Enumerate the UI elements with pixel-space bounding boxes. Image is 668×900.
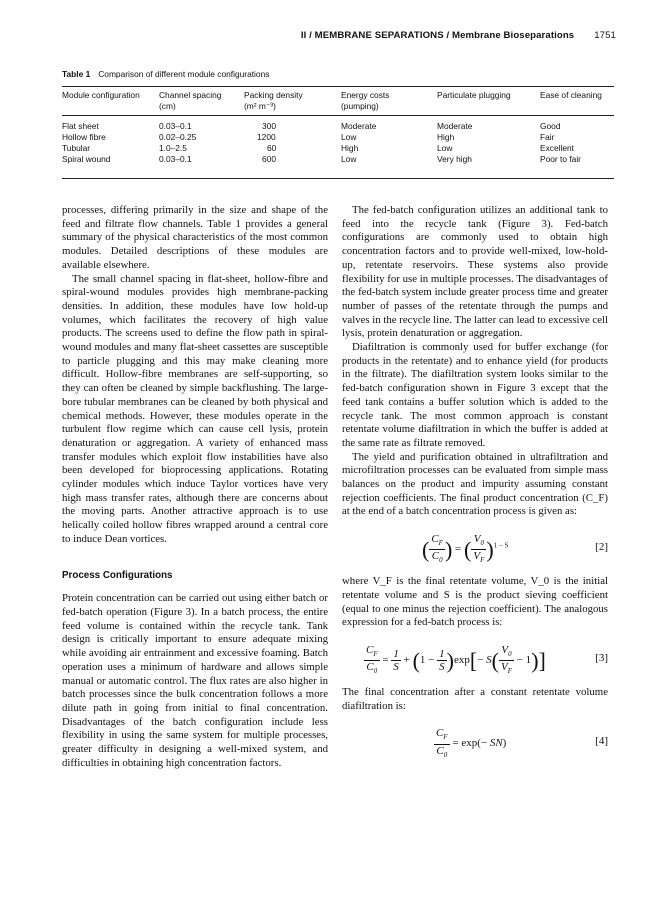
paragraph: The final concentration after a constant retentate volume diafiltration is:: [342, 685, 608, 712]
table-header-cell: Ease of cleaning: [540, 90, 602, 100]
table-cell: 0.03–0.1: [159, 121, 192, 131]
table-header-cell: Module configuration: [62, 90, 140, 100]
table-cell: Low: [341, 154, 357, 164]
table-row: [62, 143, 614, 154]
table-cell: Good: [540, 121, 561, 131]
table-row: [62, 121, 614, 132]
table-cell: Spiral wound: [62, 154, 111, 164]
equation-4: [342, 723, 608, 759]
table-cell: High: [437, 132, 455, 142]
table-cell: 0.03–0.1: [159, 154, 192, 164]
equation-3: [342, 640, 608, 676]
table-header-row: [62, 90, 614, 114]
page-number: 1751: [594, 30, 616, 41]
table-row: [62, 154, 614, 165]
table-top-rule: [62, 86, 614, 87]
table-header-cell: Channel spacing (cm): [159, 90, 222, 111]
paragraph: processes, differing primarily in the size and shape of the feed and filtrate flow channels. Table 1 provides a general summary of the physical characteristics of the most common modules. Detailed descriptions of these modules are available elsewhere.: [62, 204, 328, 271]
table-header-cell: Packing density (m² m⁻³): [244, 90, 303, 111]
table-caption: [62, 69, 269, 79]
equation-number: [2]: [595, 541, 608, 554]
left-column: [62, 204, 328, 770]
table-cell: Fair: [540, 132, 555, 142]
table-cell: Excellent: [540, 143, 574, 153]
comparison-table: [62, 90, 614, 165]
equation-body: $\frac{C_F}{C_0}$ = $\frac{1}{S}$ + (1 − $\frac{1}{S}$ )exp[− S( $\frac{V_0}{V_F}$ − 1)]: [366, 643, 546, 676]
right-column: [342, 204, 608, 769]
table-cell: 600: [262, 154, 276, 164]
equation-body: $\frac{C_F}{C_0}$ = exp(− SN): [436, 727, 507, 759]
table-cell: Hollow fibre: [62, 132, 106, 142]
equation-number: [4]: [595, 735, 608, 748]
table-cell: 1200: [257, 132, 276, 142]
equation-body: ( $\frac{C_F}{C_0}$ ) = ( $\frac{V_0}{V_F}$ )$^{1 - S}$: [422, 533, 509, 565]
table-label: Table 1: [62, 69, 91, 79]
table-bottom-rule: [62, 178, 614, 179]
table-cell: High: [341, 143, 359, 153]
paragraph: The small channel spacing in flat-sheet, hollow-fibre and spiral-wound modules provides high membrane-packing densities. In addition, these modules have low hold-up volumes, which facilitates the recovery of high value products. The screens used to define the flow path in spiral-wound modules and many flat-sheet cassettes are susceptible to particle plugging and this may make cleaning more difficult. Hollow-fibre membranes are self-supporting, so they can often be cleaned by simple backflushing. The large-bore tubular membranes can be cleaned by both physical and chemical methods. However, these modules operate in the turbulent flow regime which can cause cell lysis, protein denaturation or aggregation. A variety of enhanced mass transfer modules which exploit flow instabilities have also been developed for bioprocessing applications. Rotating cylinder modules which induce Taylor vortices have very high mass transfer rates, although there are concerns about the moving parts. Another attractive approach is to use helically coiled hollow fibres wrapped around a central core to induce Dean vortices.: [62, 272, 328, 545]
equation-number: [3]: [595, 651, 608, 664]
table-cell: 300: [262, 121, 276, 131]
table-row: [62, 132, 614, 143]
table-cell: 0.02–0.25: [159, 132, 197, 142]
table-caption-text: Comparison of different module configurations: [98, 69, 270, 79]
paragraph: where V_F is the final retentate volume, V_0 is the initial retentate volume and S is the product sieving coefficient (equal to one minus the rejection coefficient). The analogous expression for a fed-batch process is:: [342, 575, 608, 629]
table-header-cell: Energy costs (pumping): [341, 90, 390, 111]
paragraph: The yield and purification obtained in ultrafiltration and microfiltration processes can be evaluated from simple mass balances on the product and impurity assuming constant rejection coefficients. The final product concentration (C_F) at the end of a batch concentration process is given as:: [342, 450, 608, 518]
paragraph: Protein concentration can be carried out using either batch or fed-batch operation (Figure 3). In a batch process, the entire feed volume is contained within the recycle tank. Tank design is critically important to ensure adequate mixing while avoiding air entrainment and excessive foaming. Batch operation uses a minimum of hardware and allows simple manual or automatic control. The flux rates are also higher in batch processes since the bulk concentration follows a more dilute path in going from initial to final concentration. Disadvantages of the batch configuration include less flexibility in using the same system for multiple processes, greater difficulty in designing a well-mixed system, and difficulties in obtaining high concentration factors.: [62, 592, 328, 769]
paragraph: The fed-batch configuration utilizes an additional tank to feed into the recycle tank (Figure 3). Fed-batch configurations are commonly used to obtain high concentration factors and to provide well-mixed, low-hold-up, retentate reservoirs. These systems also provide flexibility for use in multiple processes. The disadvantages of the fed-batch system include greater process time and greater number of passes of the retentate through the pumps and valves in the recycle line. The latter can lead to excessive cell lysis, protein denaturation or aggregation.: [342, 204, 608, 340]
table-cell: Moderate: [341, 121, 377, 131]
running-header: [62, 30, 616, 44]
table-cell: Poor to fair: [540, 154, 581, 164]
table-cell: 1.0–2.5: [159, 143, 187, 153]
table-cell: Tubular: [62, 143, 91, 153]
table-cell: Moderate: [437, 121, 473, 131]
running-head-title: II / MEMBRANE SEPARATIONS / Membrane Bioseparations: [300, 30, 575, 41]
table-cell: 60: [267, 143, 277, 153]
table-cell: Flat sheet: [62, 121, 99, 131]
paragraph: Diafiltration is commonly used for buffer exchange (for products in the retentate) and to enhance yield (for products in the filtrate). The diafiltration system looks similar to the fed-batch configuration shown in Figure 3 except that the feed tank contains a buffer solution which is added to the recycle tank. The most common approach is constant retentate volume diafiltration in which the buffer is added at the same rate as filtrate removed.: [342, 341, 608, 449]
table-cell: Very high: [437, 154, 472, 164]
table-cell: Low: [437, 143, 453, 153]
equation-2: [342, 529, 608, 565]
section-heading: Process Configurations: [62, 569, 173, 581]
table-cell: Low: [341, 132, 357, 142]
table-header-cell: Particulate plugging: [437, 90, 511, 100]
